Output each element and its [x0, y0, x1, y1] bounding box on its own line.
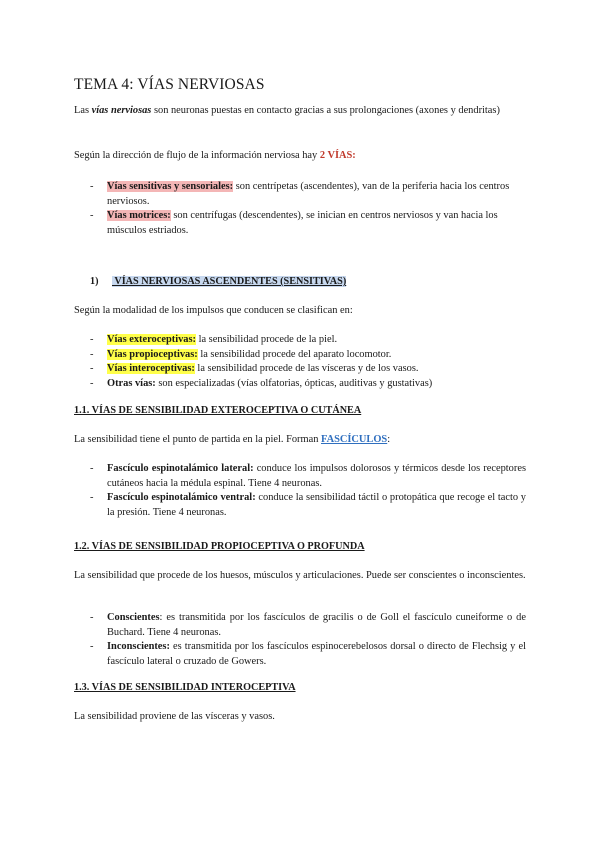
main-types-list — [90, 180, 526, 238]
intro-pre: Las — [74, 105, 92, 116]
section-1-2-text: La sensibilidad que procede de los huesos, músculos y articulaciones. Puede ser conscientes o inconscientes. — [74, 570, 526, 581]
list-item: - Conscientes: es transmitida por los fascículos de gracilis o de Goll el fascículo cuneiforme o de Buchard. Tiene 4 neuronas. — [90, 611, 526, 640]
list-item: - Vías sensitivas y sensoriales: son centrípetas (ascendentes), van de la periferia hacia los centros nerviosos. — [90, 180, 526, 209]
section-1-heading: 1) VÍAS NERVIOSAS ASCENDENTES (SENSITIVAS) — [90, 276, 347, 287]
list-item: - Fascículo espinotalámico ventral: conduce la sensibilidad táctil o protopática que recoge el tacto y la presión. Tiene 4 neuronas. — [90, 491, 526, 520]
list-item: - Inconscientes: es transmitida por los fascículos espinocerebelosos dorsal o directo de Flechsig y el fascículo lateral o cruzado de Gowers. — [90, 640, 526, 669]
list-item: - Vías propioceptivas: la sensibilidad procede del aparato locomotor. — [90, 348, 526, 363]
direction-text: Según la dirección de flujo de la información nerviosa hay — [74, 150, 320, 161]
section-1-1-list — [90, 462, 526, 520]
section-1-1-text: La sensibilidad tiene el punto de partida en la piel. Forman FASCÍCULOS: — [74, 434, 391, 445]
list-item: - Vías motrices: son centrífugas (descendentes), se inician en centros nerviosos y van hacia los músculos estriados. — [90, 209, 526, 238]
list-item: - Vías interoceptivas: la sensibilidad procede de las vísceras y de los vasos. — [90, 362, 526, 377]
direction-count: 2 VÍAS: — [319, 150, 356, 161]
section-1-3-text: La sensibilidad proviene de las vísceras y vasos. — [74, 711, 275, 722]
intro-term: vías nerviosas — [91, 105, 152, 116]
direction-paragraph — [74, 149, 526, 164]
classification-list — [90, 333, 526, 391]
section-1-1-heading: 1.1. VÍAS DE SENSIBILIDAD EXTEROCEPTIVA O CUTÁNEA — [74, 405, 362, 416]
fasciculos-link[interactable]: FASCÍCULOS — [321, 434, 388, 445]
list-item: - Fascículo espinotalámico lateral: conduce los impulsos dolorosos y térmicos desde los receptores cutáneos hacia la médula espinal. Tiene 4 neuronas. — [90, 462, 526, 491]
intro-post: son neuronas puestas en contacto gracias a sus prolongaciones (axones y dendritas) — [151, 105, 500, 116]
intro-paragraph — [74, 104, 526, 119]
section-1-2-heading: 1.2. VÍAS DE SENSIBILIDAD PROPIOCEPTIVA O PROFUNDA — [74, 541, 365, 552]
classification-intro: Según la modalidad de los impulsos que conducen se clasifican en: — [74, 305, 353, 316]
page-title: TEMA 4: VÍAS NERVIOSAS — [74, 76, 265, 93]
list-item: - Vías exteroceptivas: la sensibilidad procede de la piel. — [90, 333, 526, 348]
section-1-3-heading: 1.3. VÍAS DE SENSIBILIDAD INTEROCEPTIVA — [74, 682, 296, 693]
section-1-2-list — [90, 611, 526, 669]
list-item: - Otras vías: son especializadas (vías olfatorias, ópticas, auditivas y gustativas) — [90, 377, 526, 392]
